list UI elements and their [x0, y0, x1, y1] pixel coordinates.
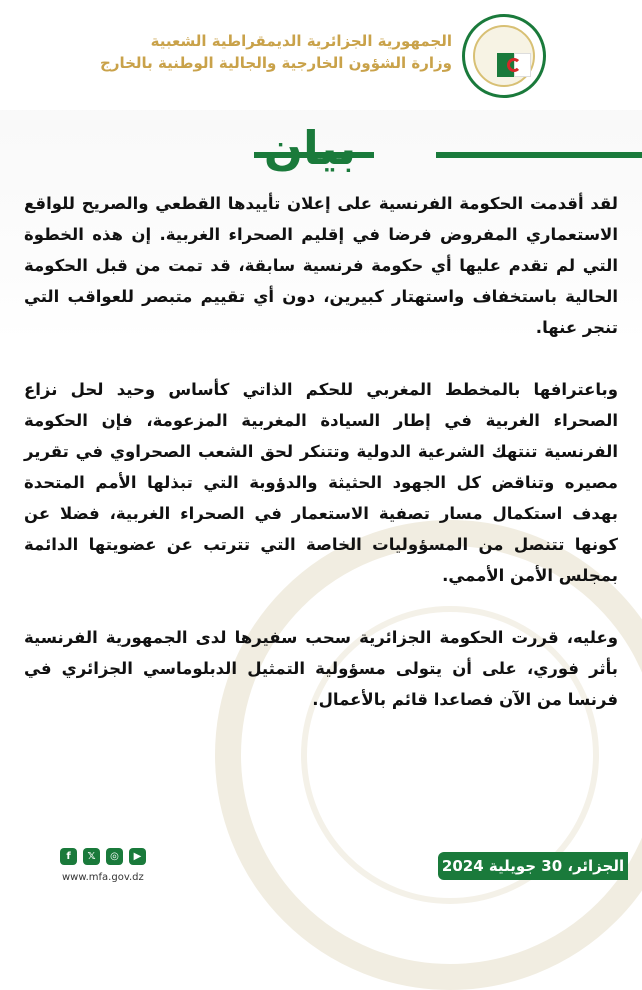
footer [0, 840, 642, 903]
header-text [100, 30, 452, 74]
page-title: بيان [263, 121, 357, 175]
header [0, 0, 642, 110]
statement-body [24, 188, 618, 746]
paragraph-2: وباعترافها بالمخطط المغربي للحكم الذاتي كأساس وحيد لحل نزاع الصحراء الغربية في إطار السيادة المغربية المزعومة، فإن الحكومة الفرنسية تنتهك الشرعية الدولية وتتنكر لحق الشعب الصحراوي في تقرير مصيره وتناقض كل الجهود الحثيثة والدؤوبة التي تبذلها الأمم المتحدة بهدف استكمال مسار تصفية الاستعمار في الصحراء الغربية، فضلا عن كونها تتنصل من المسؤوليات الخاصة التي تترتب عن عضويتها الدائمة بمجلس الأمن الأممي. [24, 380, 618, 585]
instagram-icon[interactable]: ◎ [106, 848, 123, 865]
date-badge: الجزائر، 30 جويلية 2024 [438, 852, 628, 880]
website-link[interactable]: www.mfa.gov.dz [62, 872, 144, 883]
paragraph-3: وعليه، قررت الحكومة الجزائرية سحب سفيرها لدى الجمهورية الفرنسية بأثر فوري، على أن يتولى مسؤولية التمثيل الدبلوماسي الجزائري في فرنسا من الآن فصاعدا قائم بالأعمال. [24, 628, 618, 709]
paragraph-1: لقد أقدمت الحكومة الفرنسية على إعلان تأييدها القطعي والصريح للواقع الاستعماري المفروض فرضا في إقليم الصحراء الغربية. إن هذه الخطوة التي لم تقدم عليها أي حكومة فرنسية سابقة، قد تمت من قبل الحكومة الحالية باستخفاف واستهتار كبيرين، دون أي تقييم متبصر للعواقب التي تنجر عنها. [24, 194, 618, 337]
republic-name: الجمهورية الجزائرية الديمقراطية الشعبية [150, 32, 452, 50]
ministry-seal-icon [462, 14, 546, 98]
flag-icon [497, 53, 531, 77]
facebook-icon[interactable]: f [60, 848, 77, 865]
youtube-icon[interactable]: ▶ [129, 848, 146, 865]
title-rule [436, 152, 642, 158]
social-links [60, 848, 146, 865]
ministry-name: وزارة الشؤون الخارجية والجالية الوطنية بالخارج [100, 54, 452, 72]
title-block [0, 118, 642, 178]
x-icon[interactable]: 𝕏 [83, 848, 100, 865]
